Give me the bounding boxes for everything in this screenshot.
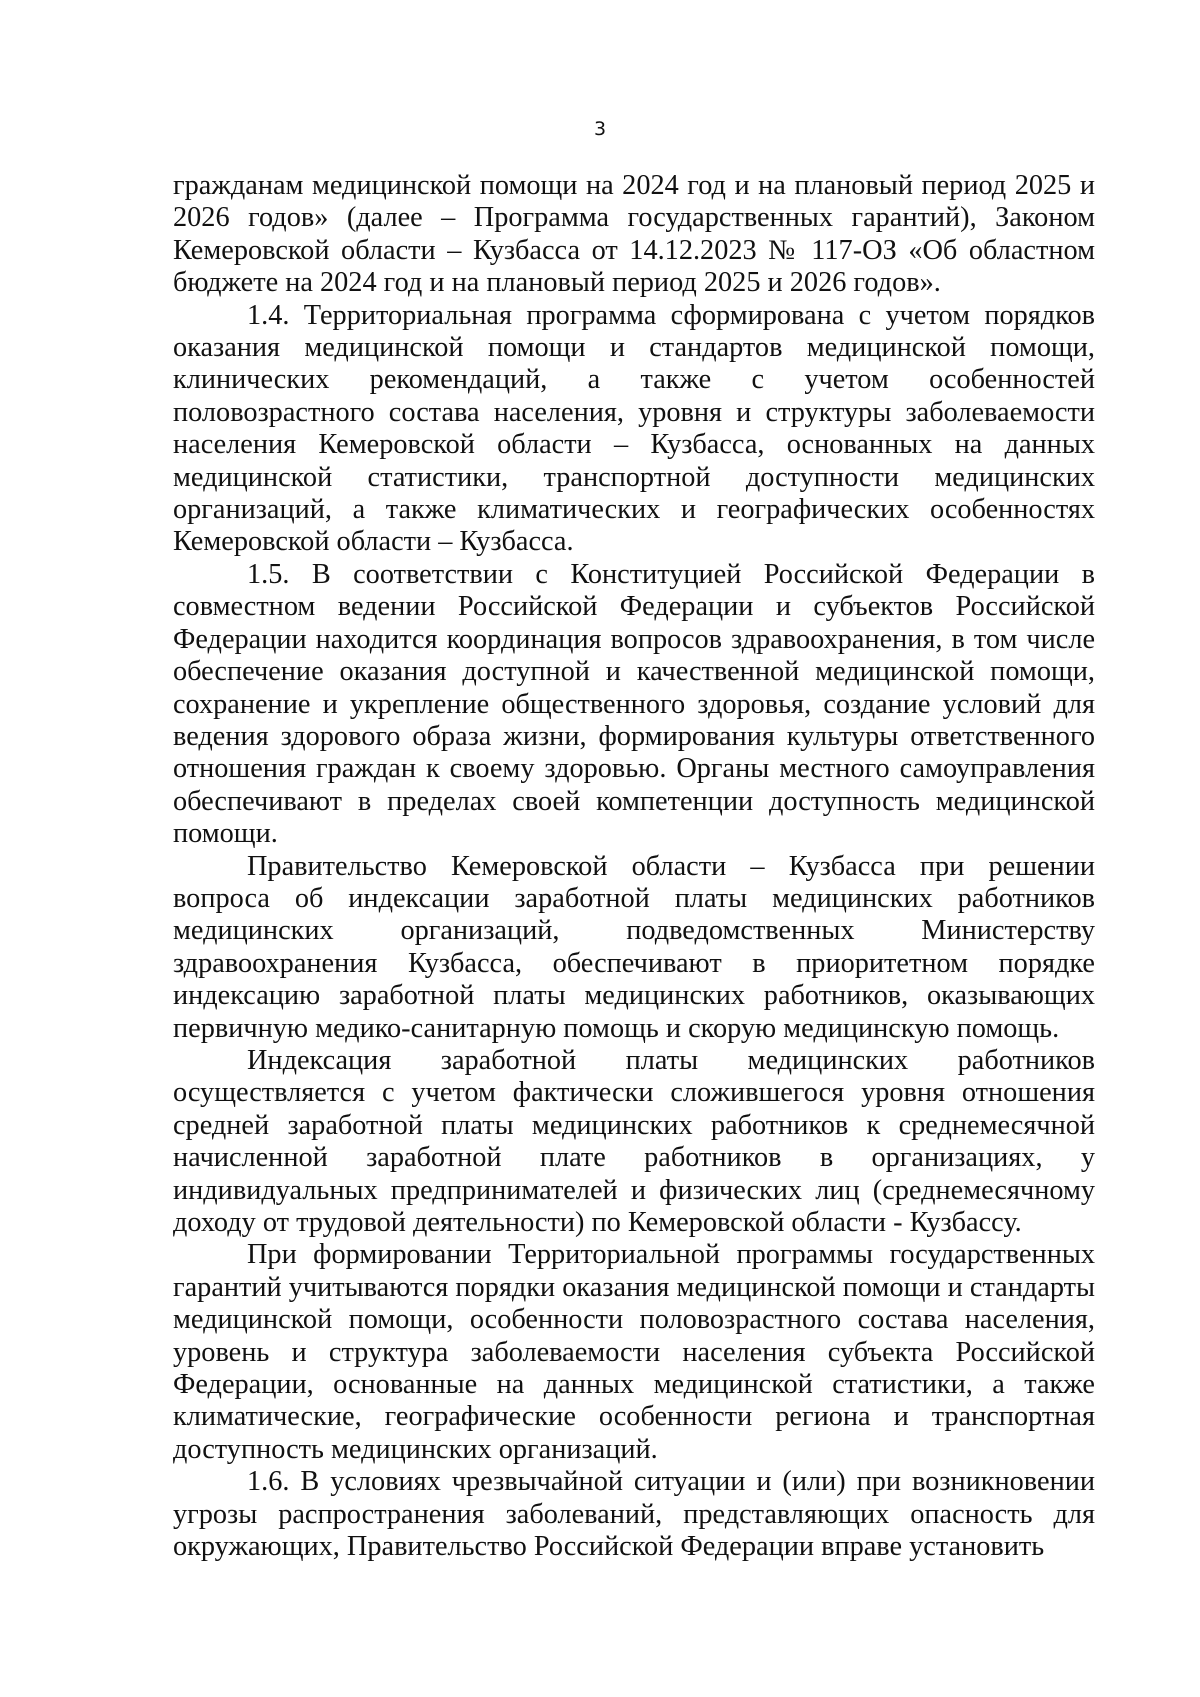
paragraph-program-formation: При формировании Территориальной программы государственных гарантий учитываются порядки оказания медицинской помощи и стандарты медицинской помощи, особенности половозрастного состава населения, уровень и структура заболеваемости населения субъекта Российской Федерации, основанные на данных медицинской статистики, а также климатические, географические особенности региона и транспортная доступность медицинских организаций. (173, 1239, 1095, 1465)
paragraph-salary-indexation-decision: Правительство Кемеровской области – Кузбасса при решении вопроса об индексации заработной платы медицинских работников медицинских организаций, подведомственных Министерству здравоохранения Кузбасса, обеспечивают в приоритетном порядке индексацию заработной платы медицинских работников, оказывающих первичную медико-санитарную помощь и скорую медицинскую помощь. (173, 850, 1095, 1044)
paragraph-1-4: 1.4. Территориальная программа сформирована с учетом порядков оказания медицинской помощи и стандартов медицинской помощи, клинических рекомендаций, а также с учетом особенностей половозрастного состава населения, уровня и структуры заболеваемости населения Кемеровской области – Кузбасса, основанных на данных медицинской статистики, транспортной доступности медицинских организаций, а также климатических и географических особенностях Кемеровской области – Кузбасса. (173, 299, 1095, 558)
page-number: 3 (593, 118, 607, 140)
paragraph-salary-indexation: Индексация заработной платы медицинских работников осуществляется с учетом фактически сложившегося уровня отношения средней заработной платы медицинских работников к среднемесячной начисленной заработной плате работников в организациях, у индивидуальных предпринимателей и физических лиц (среднемесячному доходу от трудовой деятельности) по Кемеровской области - Кузбассу. (173, 1044, 1095, 1238)
document-body (173, 170, 1095, 1563)
paragraph-continuation: гражданам медицинской помощи на 2024 год и на плановый период 2025 и 2026 годов» (далее – Программа государственных гарантий), Законом Кемеровской области – Кузбасса от 14.12.2023 № 117-ОЗ «Об областном бюджете на 2024 год и на плановый период 2025 и 2026 годов». (173, 170, 1095, 299)
paragraph-1-5: 1.5. В соответствии с Конституцией Российской Федерации в совместном ведении Российской Федерации и субъектов Российской Федерации находится координация вопросов здравоохранения, в том числе обеспечение оказания доступной и качественной медицинской помощи, сохранение и укрепление общественного здоровья, создание условий для ведения здорового образа жизни, формирования культуры ответственного отношения граждан к своему здоровью. Органы местного самоуправления обеспечивают в пределах своей компетенции доступность медицинской помощи. (173, 558, 1095, 850)
paragraph-1-6: 1.6. В условиях чрезвычайной ситуации и (или) при возникновении угрозы распространения заболеваний, представляющих опасность для окружающих, Правительство Российской Федерации вправе установить (173, 1466, 1095, 1563)
